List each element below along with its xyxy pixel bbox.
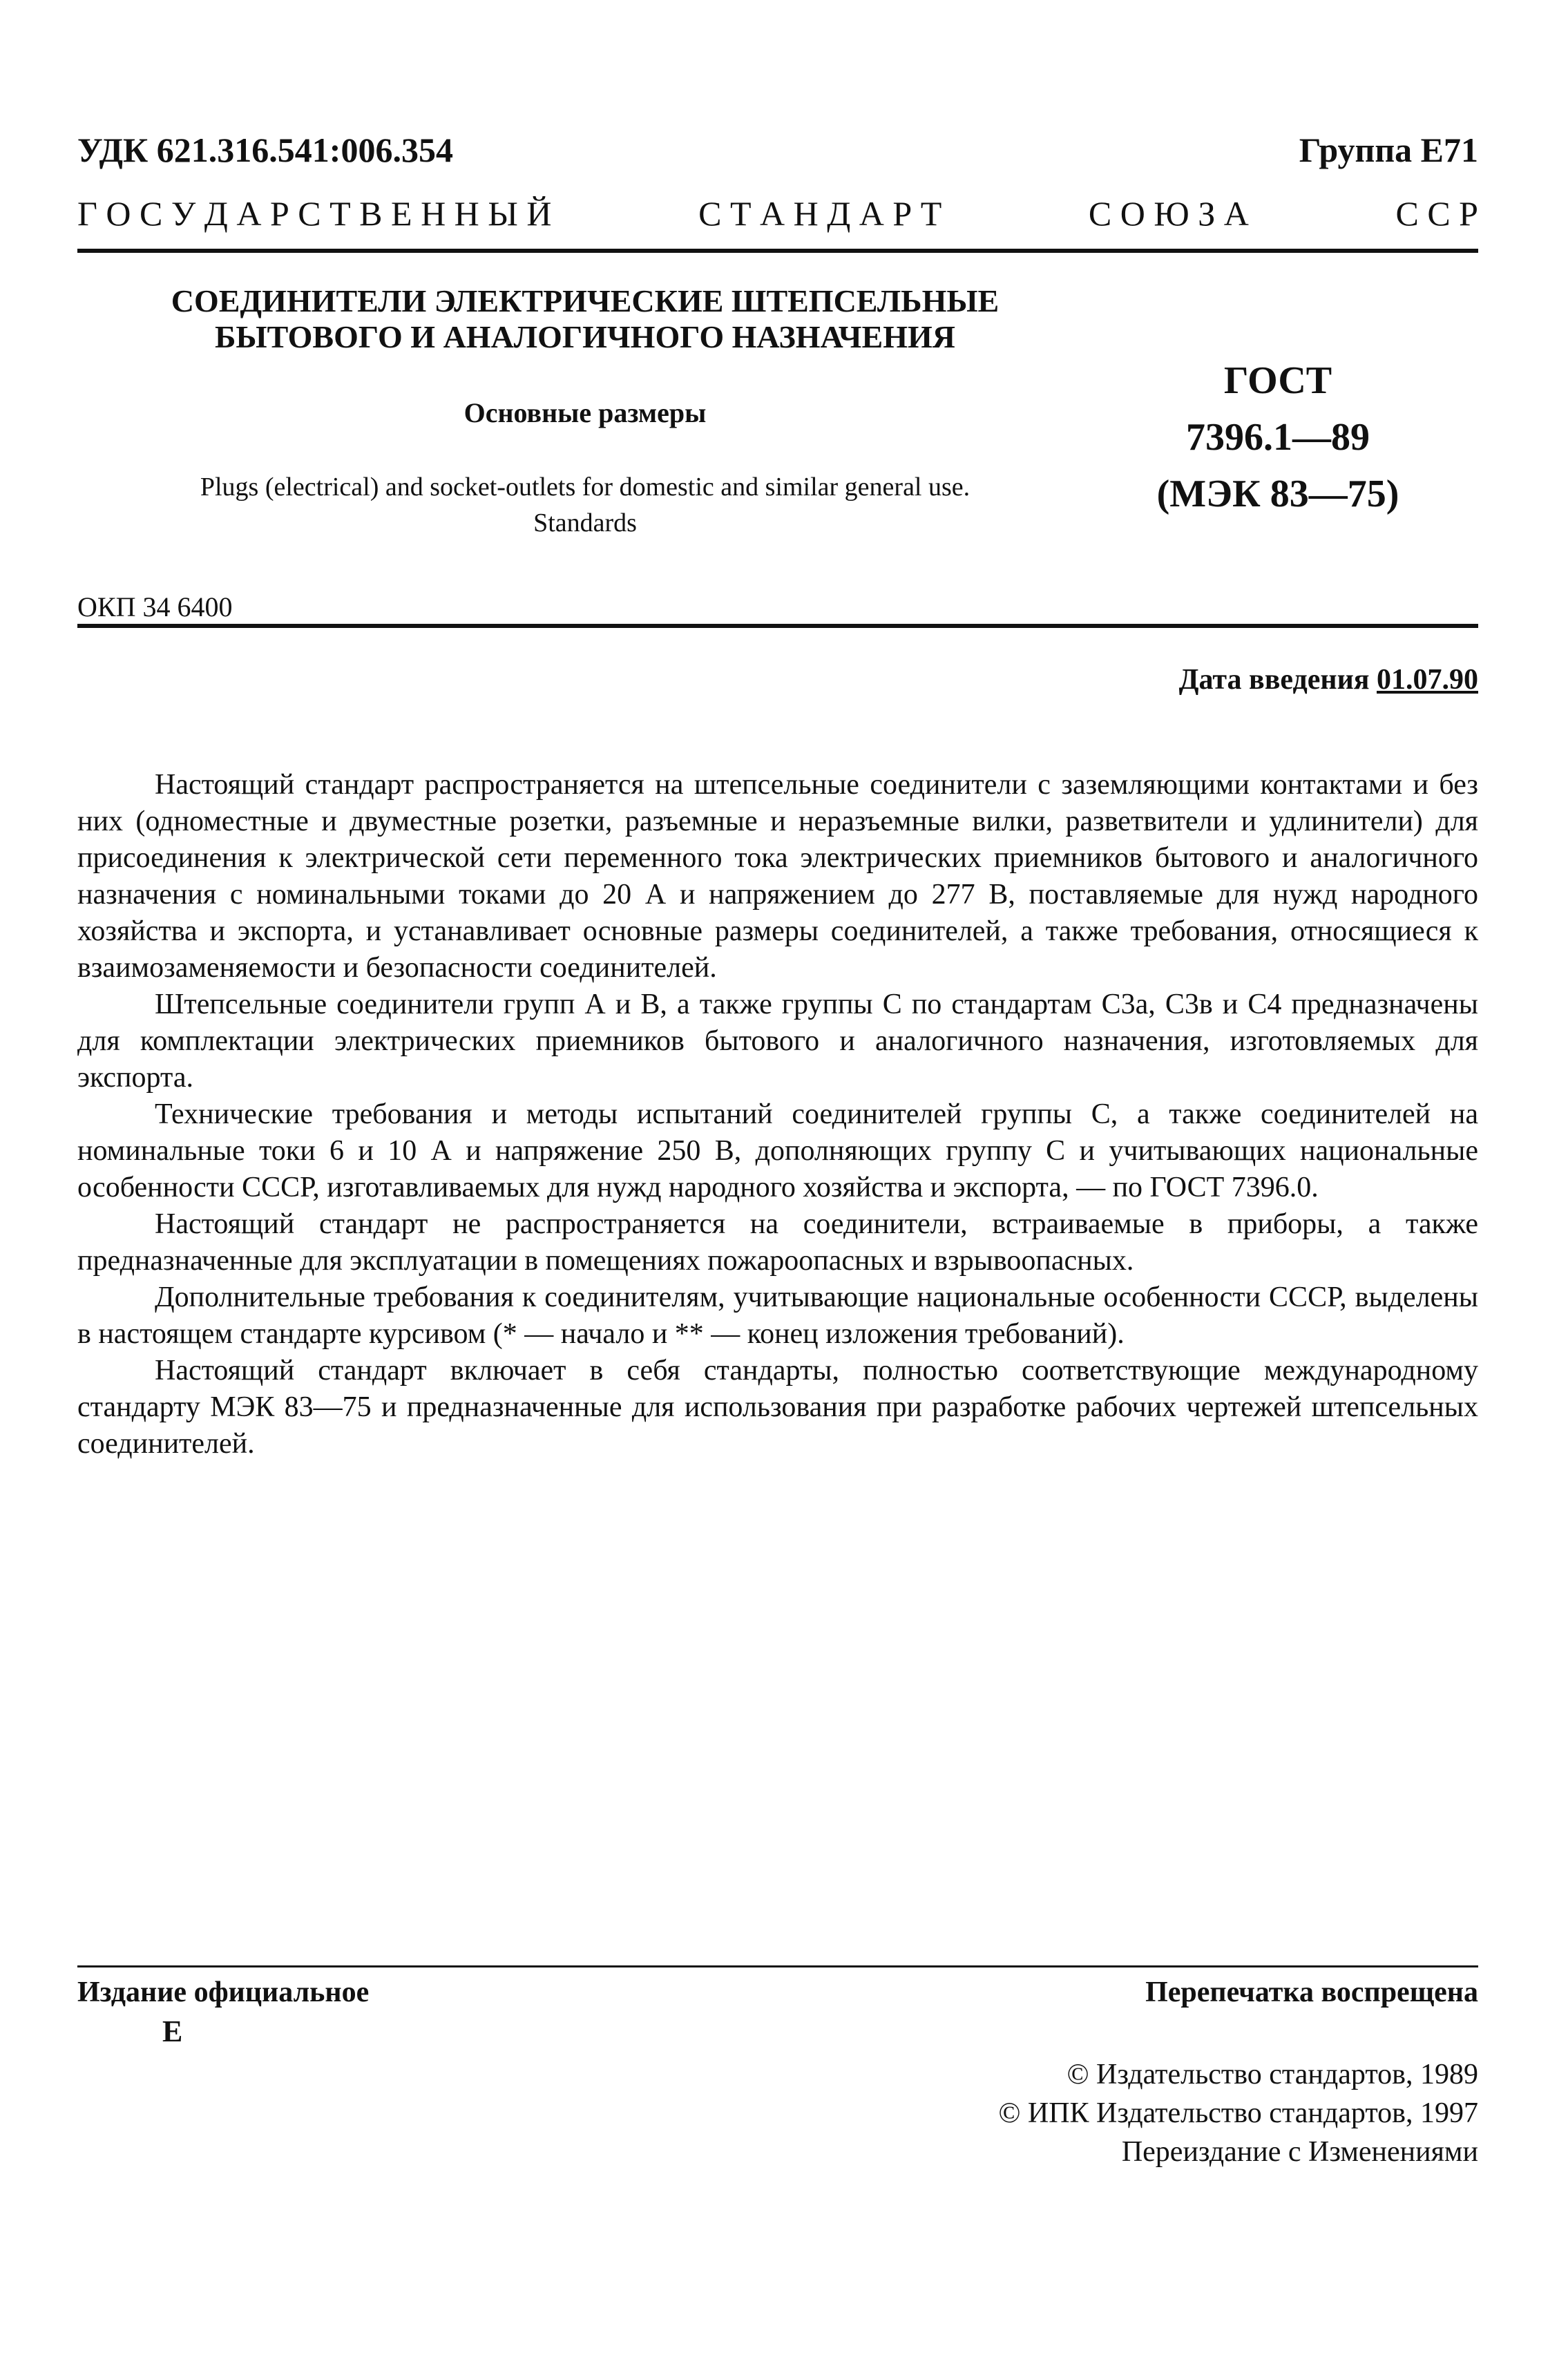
paragraph: Настоящий стандарт не распространяется на соединители, встраиваемые в приборы, а также предназначенные для эксплуатации в помещениях пожароопасных и взрывоопасных. <box>77 1208 1478 1277</box>
header-line <box>77 130 1478 170</box>
copyright-block <box>998 2055 1478 2171</box>
paragraph: Настоящий стандарт включает в себя стандарты, полностью соответствующие международному стандарту МЭК 83—75 и предназначенные для использования при разработке рабочих чертежей штепсельных соединителей. <box>77 1355 1478 1460</box>
header-divider <box>77 249 1478 253</box>
reprint-notice: Перепечатка воспрещена <box>1145 1976 1478 2008</box>
introduction-date <box>1179 663 1478 696</box>
state-standard-word: С С Р <box>1395 194 1478 233</box>
english-title <box>77 469 1093 541</box>
copyright-line: © Издательство стандартов, 1989 <box>1067 2059 1478 2090</box>
state-standard-heading <box>77 193 1478 234</box>
paragraph: Штепсельные соединители групп А и В, а также группы С по стандартам С3а, С3в и С4 предназначены для комплектации электрических приемников бытового и аналогичного назначения, изготовляемых для экспорта. <box>77 989 1478 1094</box>
paragraph: Настоящий стандарт распространяется на штепсельные соединители с заземляющими контактами и без них (одноместные и двуместные розетки, разъемные и неразъемные вилки, разветвители и удлинители) для присоединения к электрической сети переменного тока электрических приемников бытового и аналогичного назначения с номинальными токами до 20 А и напряжением до 277 В, поставляемые для нужд народного хозяйства и экспорта, и устанавливает основные размеры соединителей, а также требования, относящиеся к взаимозаменяемости и безопасности соединителей. <box>77 769 1478 984</box>
gost-designation <box>1122 352 1433 522</box>
state-standard-word: Г О С У Д А Р С Т В Е Н Н Ы Й <box>77 194 552 233</box>
okp-code: ОКП 34 6400 <box>77 591 233 622</box>
document-title-line2: БЫТОВОГО И АНАЛОГИЧНОГО НАЗНАЧЕНИЯ <box>215 319 955 354</box>
udk-code: УДК 621.316.541:006.354 <box>77 131 453 169</box>
title-block <box>77 283 1093 541</box>
reissue-note: Переиздание с Изменениями <box>1121 2136 1478 2168</box>
document-title-line1: СОЕДИНИТЕЛИ ЭЛЕКТРИЧЕСКИЕ ШТЕПСЕЛЬНЫЕ <box>171 283 1000 318</box>
state-standard-word: С Т А Н Д А Р Т <box>698 194 942 233</box>
english-title-line1: Plugs (electrical) and socket-outlets for domestic and similar general use. <box>200 473 971 502</box>
english-title-line2: Standards <box>533 508 637 537</box>
introduction-date-label: Дата введения <box>1178 664 1370 696</box>
okp-divider <box>77 624 1478 628</box>
group-code: Группа Е71 <box>1299 131 1478 169</box>
iec-number: (МЭК 83—75) <box>1156 473 1399 515</box>
document-subtitle: Основные размеры <box>463 397 707 428</box>
gost-label: ГОСТ <box>1223 359 1332 402</box>
footer-divider <box>77 1965 1478 1967</box>
introduction-date-value: 01.07.90 <box>1377 664 1478 696</box>
gost-number: 7396.1—89 <box>1186 416 1370 459</box>
paragraph: Технические требования и методы испытаний соединителей группы С, а также соединителей на номинальные токи 6 и 10 А и напряжение 250 В, дополняющих группу С и учитывающих национальные особенности СССР, изготавливаемых для нужд народного хозяйства и экспорта, — по ГОСТ 7396.0. <box>77 1098 1478 1203</box>
copyright-line: © ИПК Издательство стандартов, 1997 <box>998 2097 1478 2129</box>
official-edition-label: Издание официальное <box>77 1976 370 2008</box>
paragraph: Дополнительные требования к соединителям, учитывающие национальные особенности СССР, выделены в настоящем стандарте курсивом (* — начало и ** — конец изложения требований). <box>77 1281 1478 1350</box>
body-text <box>77 767 1478 1462</box>
edition-letter: Е <box>162 2014 183 2048</box>
state-standard-word: С О Ю З А <box>1088 194 1249 233</box>
